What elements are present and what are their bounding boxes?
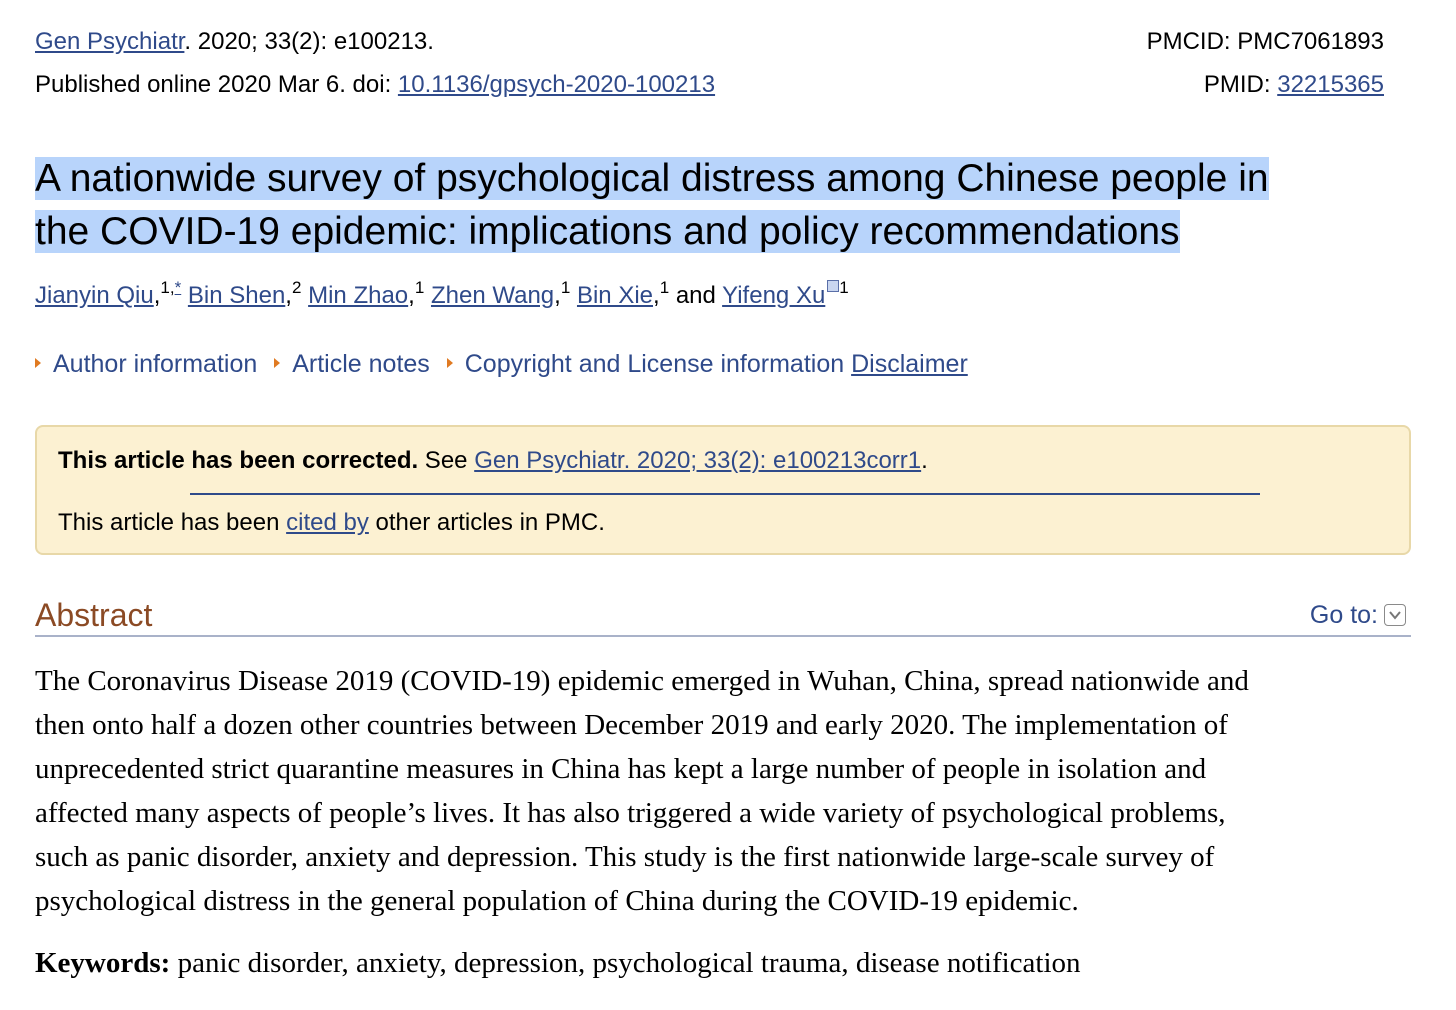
goto-menu[interactable] bbox=[1310, 601, 1406, 630]
cited-by-link[interactable]: cited by bbox=[286, 509, 369, 536]
abstract-line: unprecedented strict quarantine measures in China has kept a large number of people in isolation and bbox=[35, 753, 1207, 785]
author-affiliation: 1 bbox=[659, 278, 670, 297]
cited-prefix: This article has been bbox=[58, 509, 287, 536]
corrected-label: This article has been corrected. bbox=[58, 447, 419, 474]
author-list: Jianyin Qiu,$^{1,*}$ Bin Shen,$^2$ Min Zhao,$^1$ Zhen Wang,$^1$ Bin Xie,$^1$ and Yifeng Xu $^1$ bbox=[35, 278, 849, 309]
abstract-line: The Coronavirus Disease 2019 (COVID-19) epidemic emerged in Wuhan, China, spread nationwide and bbox=[35, 665, 1249, 697]
article-meta-links bbox=[35, 350, 968, 379]
corresponding-star-link[interactable]: * bbox=[174, 278, 182, 297]
author-link[interactable]: Min Zhao bbox=[308, 282, 409, 309]
keywords-label: Keywords: bbox=[35, 947, 171, 979]
triangle-right-icon bbox=[35, 358, 41, 368]
article-notes-toggle[interactable] bbox=[274, 350, 430, 378]
email-icon[interactable] bbox=[827, 280, 839, 292]
cited-by-line bbox=[58, 509, 605, 537]
title-line-2: the COVID-19 epidemic: implications and policy recommendations bbox=[35, 210, 1180, 253]
author-link[interactable]: Yifeng Xu bbox=[722, 282, 826, 309]
author-link[interactable]: Bin Shen bbox=[187, 282, 286, 309]
pmcid: PMCID: PMC7061893 bbox=[1146, 28, 1384, 55]
title-line-1: A nationwide survey of psychological distress among Chinese people in bbox=[35, 157, 1269, 200]
author-affiliation: 1, bbox=[160, 278, 175, 297]
abstract-line: such as panic disorder, anxiety and depression. This study is the first nationwide large-scale survey of bbox=[35, 841, 1215, 873]
correction-notice bbox=[35, 425, 1411, 555]
correction-line bbox=[58, 447, 928, 475]
article-notes-label: Article notes bbox=[292, 350, 430, 378]
author-information-toggle[interactable] bbox=[35, 350, 257, 378]
copyright-toggle[interactable] bbox=[447, 350, 844, 378]
author-affiliation: 1 bbox=[839, 278, 849, 297]
author-affiliation: 1 bbox=[414, 278, 425, 297]
see-text: See bbox=[418, 447, 475, 474]
abstract-text bbox=[35, 659, 1415, 923]
author-link[interactable]: Jianyin Qiu bbox=[35, 282, 154, 309]
author-link[interactable]: Bin Xie bbox=[576, 282, 654, 309]
author-affiliation: 2 bbox=[291, 278, 302, 297]
pmid-link[interactable]: 32215365 bbox=[1277, 71, 1384, 98]
published-text: Published online 2020 Mar 6. doi: bbox=[35, 71, 398, 98]
published-line bbox=[35, 71, 715, 99]
section-divider bbox=[35, 635, 1411, 637]
author-affiliation: 1 bbox=[560, 278, 571, 297]
citation-line bbox=[35, 28, 434, 56]
abstract-heading: Abstract bbox=[35, 597, 153, 633]
abstract-line: then onto half a dozen other countries between December 2019 and early 2020. The implementation of bbox=[35, 709, 1228, 741]
abstract-line: psychological distress in the general population of China during the COVID-19 epidemic. bbox=[35, 885, 1079, 917]
author-information-label: Author information bbox=[53, 350, 258, 378]
journal-link[interactable]: Gen Psychiatr bbox=[35, 28, 185, 55]
author-link[interactable]: Zhen Wang bbox=[430, 282, 555, 309]
keywords bbox=[35, 947, 1081, 980]
disclaimer-link[interactable]: Disclaimer bbox=[851, 350, 968, 378]
copyright-label: Copyright and License information bbox=[464, 350, 845, 378]
triangle-right-icon bbox=[447, 358, 453, 368]
triangle-right-icon bbox=[274, 358, 280, 368]
and-text: and bbox=[669, 282, 723, 309]
doi-link[interactable]: 10.1136/gpsych-2020-100213 bbox=[397, 71, 716, 98]
abstract-line: affected many aspects of people’s lives. It has also triggered a wide variety of psychological problems, bbox=[35, 797, 1226, 829]
period-text: . bbox=[921, 447, 928, 474]
keywords-list: panic disorder, anxiety, depression, psychological trauma, disease notification bbox=[170, 947, 1081, 979]
article-title bbox=[35, 152, 1415, 258]
goto-label: Go to: bbox=[1309, 601, 1378, 629]
pmid-label: PMID: bbox=[1203, 71, 1278, 98]
issue-text: . 2020; 33(2): e100213. bbox=[184, 28, 434, 55]
pmid-line bbox=[1204, 71, 1384, 99]
cited-suffix: other articles in PMC. bbox=[368, 509, 605, 536]
chevron-down-icon[interactable] bbox=[1384, 604, 1406, 626]
correction-link[interactable]: Gen Psychiatr. 2020; 33(2): e100213corr1 bbox=[474, 447, 922, 474]
notice-divider bbox=[190, 493, 1260, 495]
